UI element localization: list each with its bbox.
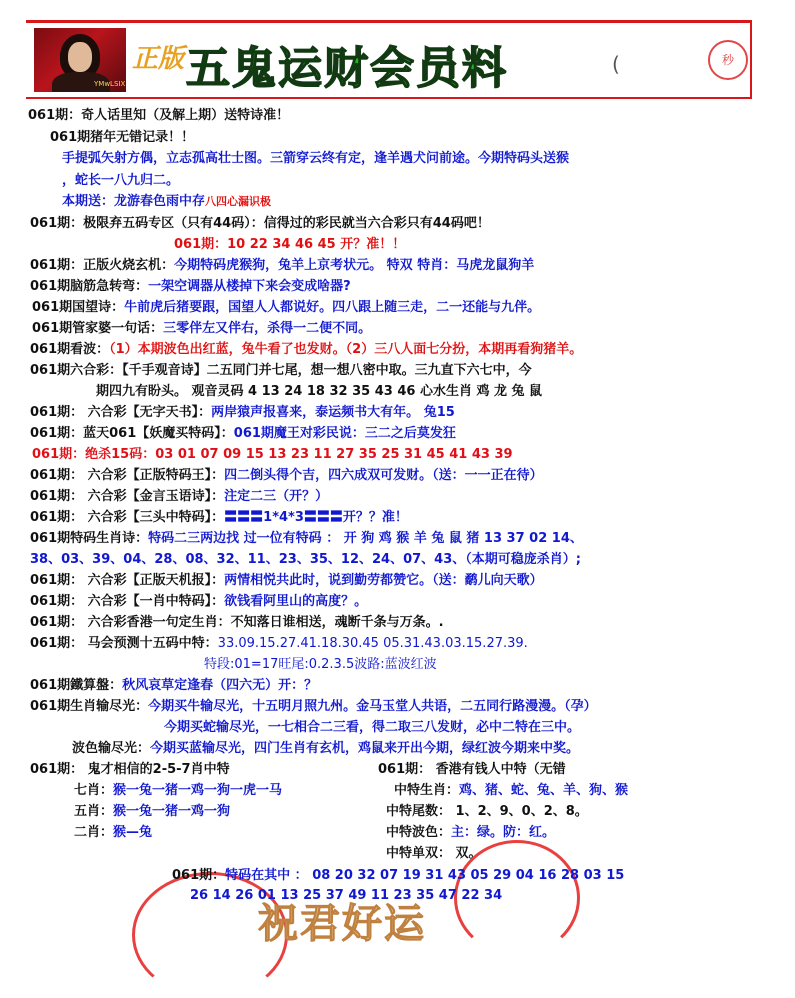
text-final-codes-2: 26 14 26 01 13 25 37 49 11 23 35 47 22 34	[190, 888, 503, 903]
left-label-5: 五肖：	[74, 804, 114, 819]
line-zodiac-codes: 38、03、39、04、28、08、32、11、23、35、12、24、07、43、（本期可稳庞杀肖）;	[30, 552, 581, 567]
left-text-5: 猴一兔一猪一鸡一狗	[113, 804, 231, 819]
label-15-codes: 061期： 马会预测十五码中特：	[30, 636, 218, 651]
label-one-zodiac: 061期： 六合彩【一肖中特码】：	[30, 594, 225, 609]
left-text-7: 猴一兔一猪一鸡一狗一虎一马	[113, 783, 283, 798]
text-three-head: 〓〓〓1*4*3〓〓〓开？？准！	[224, 510, 408, 525]
text-demon: 061期魔王对彩民说：三二之后莫发狂	[233, 426, 456, 441]
left-title: 061期： 鬼才相信的2-5-7肖中特	[30, 762, 230, 777]
page-title: 五鬼运财会员料	[186, 43, 508, 94]
label-wave-lose: 波色输尽光：	[72, 741, 151, 756]
title-tail: (	[612, 52, 620, 76]
label-riddle: 061期脑筋急转弯：	[30, 279, 149, 294]
text-fire: 今期特码虎猴狗，兔羊上京考状元。 特双 特肖：马虎龙鼠狗羊	[174, 258, 535, 273]
line-five-codes: 061期：10 22 34 46 45 开？准！！	[174, 237, 406, 252]
label-tianji: 061期： 六合彩【正版天机报】：	[30, 573, 225, 588]
label-abacus: 061期鐵算盤：	[30, 678, 123, 693]
label-wave: 061期看波：	[30, 342, 110, 357]
seal-icon: 秒	[708, 40, 748, 80]
right-text-wave: 主：绿。防：红。	[451, 825, 556, 840]
line-kill-15: 061期：绝杀15码：03 01 07 09 15 13 23 11 27 35 25 31 45 41 43 39	[32, 447, 513, 462]
line-intro: 061期：奇人话里知（及解上期）送特诗准！	[28, 108, 290, 123]
left-label-2: 二肖：	[74, 825, 114, 840]
right-label-wave: 中特波色：	[386, 825, 452, 840]
line-poem-1: 手提弧矢射方偶，立志孤高壮士图。三箭穿云终有定，逢羊遇犬问前途。今期特码头送猴	[62, 151, 570, 166]
text-riddle: 一架空调器从楼掉下来会变成啥器?	[148, 279, 351, 294]
label-guowang: 061期国望诗：	[32, 300, 125, 315]
right-label-zodiac: 中特生肖：	[394, 783, 460, 798]
line-gift: 本期送：龙游春色雨中存	[62, 194, 206, 209]
right-title: 061期： 香港有钱人中特（无错	[378, 762, 566, 777]
label-three-head: 061期： 六合彩【三头中特码】：	[30, 510, 225, 525]
text-one-zodiac: 欲钱看阿里山的高度？。	[224, 594, 368, 609]
text-wave-lose: 今期买蓝输尽光，四门生肖有玄机，鸡鼠来开出今期，绿红波今期来中奖。	[150, 741, 580, 756]
text-tema-king: 四二倒头得个吉，四六成双可发财。（送：一一正在待）	[224, 468, 543, 483]
line-hk-zodiac: 061期： 六合彩香港一句定生肖：不知落日谁相送，魂断千条与万条。.	[30, 615, 444, 630]
text-wave: （1）本期波色出红蓝，兔牛看了也发财。（2）三八人面七分扮，本期再看狗猪羊。	[109, 342, 583, 357]
label-zodiac-poem: 061期特码生肖诗：	[30, 531, 149, 546]
line-tail-wave: 特段:01=17旺尾:0.2.3.5波路:蓝波红波	[204, 657, 437, 672]
right-odd-even: 中特单双： 双。	[386, 846, 482, 861]
label-fire: 061期：正版火烧玄机：	[30, 258, 175, 273]
text-guowang: 牛前虎后猪要跟，国望人人都说好。四八跟上随三走，二一还能与九伴。	[124, 300, 541, 315]
left-label-7: 七肖：	[74, 783, 114, 798]
label-final-codes: 061期：	[172, 868, 226, 883]
edition-badge: 正版	[132, 44, 185, 74]
label-tianshu: 061期： 六合彩【无字天书】：	[30, 405, 212, 420]
right-tail-digits: 中特尾数： 1、2、9、0、2、8。	[386, 804, 588, 819]
text-15-codes: 33.09.15.27.41.18.30.45 05.31.43.03.15.27.39.	[217, 636, 528, 651]
label-demon: 061期：蓝天061【妖魔买特码】：	[30, 426, 234, 441]
label-housekeeper: 061期管家婆一句话：	[32, 321, 164, 336]
text-abacus: 秋风哀草定逢春（四六无）开：？	[122, 678, 318, 693]
line-44-codes: 061期：极限弃五码专区（只有44码）：信得过的彩民就当六合彩只有44码吧！	[30, 216, 490, 231]
line-snake-lose: 今期买蛇输尽光，一七相合二三看，得二取三八发财，必中二特在三中。	[164, 720, 581, 735]
right-text-zodiac: 鸡、猪、蛇、兔、羊、狗、猴	[459, 783, 629, 798]
text-zodiac-poem: 特码二三两边找 过一位有特码 ： 开 狗 鸡 猴 羊 兔 鼠 猪 13 37 02 14、	[148, 531, 583, 546]
line-gift-tail: 八四心漏识极	[205, 195, 272, 208]
line-guanyin-2: 期四九有盼头。 观音灵码 4 13 24 18 32 35 43 46 心水生肖 鸡 龙 兔 鼠	[96, 384, 543, 399]
author-photo	[34, 28, 126, 92]
label-tema-king: 061期： 六合彩【正版特码王】：	[30, 468, 225, 483]
line-guanyin-1: 061期六合彩：【千手观音诗】二五同门并七尾，想一想八密中取。三九直下六七中，今	[30, 363, 532, 378]
label-jinyan: 061期： 六合彩【金言玉语诗】：	[30, 489, 225, 504]
text-tianji: 两情相悦共此时，说到勤劳都赞它。（送：鹬儿向天歌）	[224, 573, 543, 588]
text-jinyan: 注定二三（开？）	[224, 489, 329, 504]
line-poem-2: ，蛇长一八九归二。	[62, 173, 180, 188]
text-zodiac-lose: 今期买牛输尽光，十五明月照九州。金马玉堂人共语，二五同行路漫漫。（孕）	[148, 699, 597, 714]
photo-caption: YMwLSIX	[94, 80, 126, 88]
text-housekeeper: 三零伴左又伴右，杀得一二便不同。	[163, 321, 372, 336]
label-zodiac-lose: 061期生肖输尽光：	[30, 699, 149, 714]
text-final-codes-1: 特码在其中 ： 08 20 32 07 19 31 43 05 29 04 16 28 03 15	[225, 868, 625, 883]
left-text-2: 猴—兔	[113, 825, 153, 840]
line-record: 061期猪年无错记录！！	[50, 130, 195, 145]
text-tianshu: 两岸猿声报喜来，泰运频书大有年。 兔15	[211, 405, 455, 420]
slogan-text: 祝君好运	[258, 900, 426, 947]
photo-face	[68, 42, 92, 72]
